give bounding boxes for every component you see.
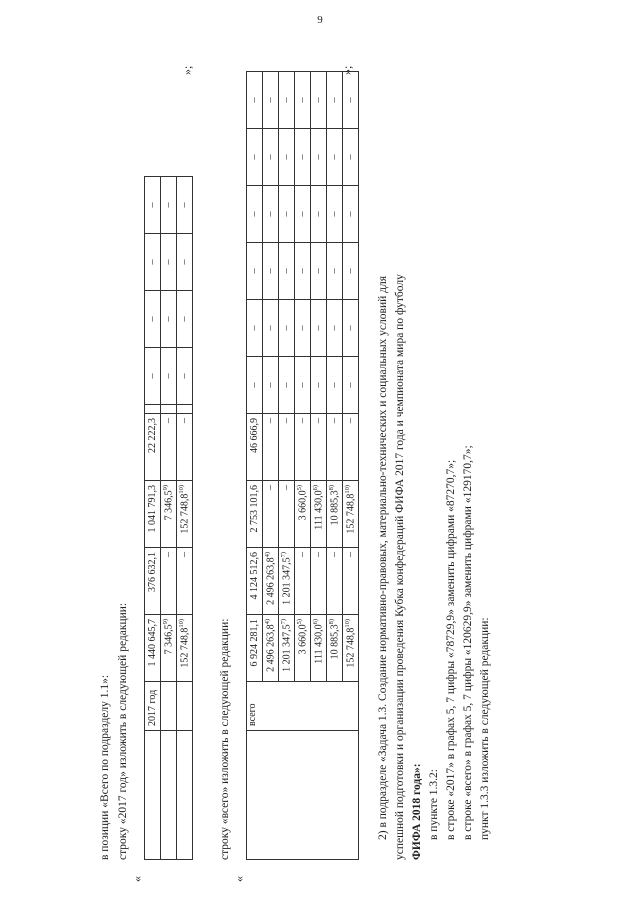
table-cell (327, 357, 343, 414)
cell-value: – (313, 325, 324, 331)
cell-value: – (313, 268, 324, 274)
table-row (247, 72, 263, 860)
paragraph-6: в строке «всего» в графах 5, 7 цифры «120629,9» заменить цифрами «129170,7»; (462, 445, 474, 840)
cell-value: – (281, 211, 292, 217)
cell-value: 7 346,5 (163, 490, 175, 521)
table-cell (263, 186, 279, 243)
table-cell (247, 548, 263, 615)
table-cell (311, 300, 327, 357)
cell-value: – (297, 382, 308, 388)
table1-open-quote: « (130, 876, 144, 882)
cell-value: 1 440 645,7 (147, 619, 158, 667)
cell-value: – (281, 418, 292, 423)
table-2017 (144, 176, 193, 860)
cell-value: – (329, 268, 340, 274)
cell-value: – (297, 552, 308, 557)
cell-value: – (147, 373, 158, 379)
table-cell (247, 357, 263, 414)
cell-value: – (345, 97, 356, 103)
table-cell (311, 357, 327, 414)
table-cell (343, 548, 359, 615)
cell-value: 111 430,0 (313, 624, 325, 664)
table-cell (161, 177, 177, 234)
paragraph-5: в строке «2017» в графах 5, 7 цифры «78729,9» заменить цифрами «87270,7»; (445, 459, 457, 840)
footnote-mark: 9) (162, 619, 170, 625)
cell-value: – (163, 259, 174, 265)
cell-value: 4 124 512,6 (249, 552, 260, 600)
cell-value: – (249, 325, 260, 331)
cell-value: – (329, 552, 340, 557)
table-cell (161, 731, 177, 860)
cell-value: – (313, 382, 324, 388)
cell-value: – (313, 211, 324, 217)
rotated-page-content (90, 40, 640, 882)
table-cell (145, 731, 161, 860)
table2-open-quote: « (232, 876, 246, 882)
table-cell (295, 414, 311, 481)
paragraph-4: в пункте 1.3.2: (428, 769, 440, 840)
table-cell (311, 186, 327, 243)
cell-value: – (313, 552, 324, 557)
cell-value: 1 041 791,3 (147, 485, 158, 533)
cell-value: – (249, 382, 260, 388)
cell-value: – (249, 268, 260, 274)
table-cell (327, 243, 343, 300)
cell-value: – (265, 325, 276, 331)
cell-value: – (345, 268, 356, 274)
table-cell (263, 243, 279, 300)
table-cell (263, 548, 279, 615)
table-cell (295, 357, 311, 414)
table-cell (247, 481, 263, 548)
table-cell (311, 243, 327, 300)
table-cell (177, 481, 193, 548)
cell-value: 152 748,8 (179, 493, 191, 534)
cell-value: – (265, 97, 276, 103)
table-cell (295, 548, 311, 615)
footnote-mark: 8) (328, 485, 336, 491)
cell-value: – (163, 202, 174, 208)
cell-value: 2 753 101,6 (249, 485, 260, 533)
table-cell (311, 615, 327, 682)
table-cell (295, 243, 311, 300)
table-cell (145, 405, 161, 414)
cell-value: – (265, 154, 276, 160)
table-cell (145, 481, 161, 548)
cell-value: – (179, 259, 190, 265)
cell-value: – (345, 211, 356, 217)
intro-line-1: в позиции «Всего по подразделу 1.1»: (99, 674, 111, 860)
footnote-mark: 10) (178, 485, 186, 494)
table-cell (161, 548, 177, 615)
footnote-mark: 5) (296, 485, 304, 491)
cell-value: – (313, 418, 324, 423)
table-cell (177, 615, 193, 682)
footnote-mark: 10) (178, 619, 186, 628)
cell-value: – (163, 316, 174, 322)
table-cell (343, 129, 359, 186)
table-cell (247, 414, 263, 481)
table-cell (279, 357, 295, 414)
cell-value: – (249, 211, 260, 217)
table-cell (145, 177, 161, 234)
table-cell (247, 129, 263, 186)
table-cell (161, 234, 177, 291)
table-cell (177, 234, 193, 291)
cell-value: 152 748,8 (345, 627, 357, 668)
table-cell (279, 615, 295, 682)
table-cell (177, 682, 193, 731)
footnote-mark: 8) (328, 619, 336, 625)
cell-value: – (163, 418, 174, 423)
table-cell (279, 186, 295, 243)
cell-value: – (297, 418, 308, 423)
cell-value: 1 201 347,5 (281, 557, 293, 605)
paragraph-3: ФИФА 2018 года»: (411, 763, 423, 860)
mid-line-1: строку «всего» изложить в следующей редакции: (219, 618, 231, 860)
cell-value: – (313, 97, 324, 103)
table-cell (279, 129, 295, 186)
cell-value: – (297, 211, 308, 217)
row-label: всего (247, 703, 258, 726)
cell-value: – (147, 316, 158, 322)
table-cell (311, 548, 327, 615)
table-cell (279, 414, 295, 481)
table-cell (279, 300, 295, 357)
table-cell (161, 291, 177, 348)
cell-value: – (297, 97, 308, 103)
table-cell (145, 548, 161, 615)
cell-value: – (329, 154, 340, 160)
cell-value: – (265, 382, 276, 388)
footnote-mark: 7) (280, 619, 288, 625)
table-cell (177, 177, 193, 234)
cell-value: – (297, 325, 308, 331)
footnote-mark: 6) (312, 485, 320, 491)
table-cell (295, 72, 311, 129)
cell-value: 152 748,8 (179, 627, 191, 668)
cell-value: – (147, 202, 158, 208)
table-cell (327, 300, 343, 357)
cell-value: – (265, 485, 276, 490)
table-cell (295, 300, 311, 357)
cell-value: – (179, 552, 190, 557)
table-cell (311, 481, 327, 548)
cell-value: – (265, 268, 276, 274)
cell-value: – (281, 154, 292, 160)
cell-value: – (179, 202, 190, 208)
footnote-mark: 9) (162, 485, 170, 491)
cell-value: 3 660,0 (297, 624, 309, 655)
table-cell (177, 405, 193, 414)
cell-value: – (329, 211, 340, 217)
cell-value: – (329, 325, 340, 331)
table-cell (343, 186, 359, 243)
table-cell (311, 129, 327, 186)
cell-value: – (179, 418, 190, 423)
cell-value: – (297, 268, 308, 274)
table-cell (263, 72, 279, 129)
cell-value: 376 632,1 (147, 552, 158, 592)
cell-value: – (147, 259, 158, 265)
table-cell (145, 414, 161, 481)
table-cell (343, 414, 359, 481)
cell-value: – (265, 211, 276, 217)
table-cell-empty (247, 731, 359, 860)
footnote-mark: 10) (344, 485, 352, 494)
cell-value: – (329, 97, 340, 103)
footnote-mark: 10) (344, 619, 352, 628)
cell-value: – (281, 268, 292, 274)
table-cell (145, 348, 161, 405)
table-cell (263, 615, 279, 682)
cell-value: – (265, 418, 276, 423)
cell-value: – (281, 382, 292, 388)
cell-value: – (345, 552, 356, 557)
table-cell (343, 72, 359, 129)
cell-value: – (345, 325, 356, 331)
table-cell (263, 357, 279, 414)
footnote-mark: 5) (296, 619, 304, 625)
table-cell (327, 72, 343, 129)
cell-value: – (297, 154, 308, 160)
table-cell (247, 72, 263, 129)
table-cell (295, 129, 311, 186)
table-cell (263, 129, 279, 186)
table2-close-quote: »; (340, 65, 354, 75)
table-cell (327, 129, 343, 186)
cell-value: 7 346,5 (163, 624, 175, 655)
table-cell (295, 615, 311, 682)
table-cell (311, 414, 327, 481)
cell-value: – (345, 154, 356, 160)
cell-value: – (249, 154, 260, 160)
table-cell (177, 348, 193, 405)
table-row (145, 177, 161, 860)
cell-value: – (179, 316, 190, 322)
cell-value: – (281, 97, 292, 103)
cell-value: – (163, 373, 174, 379)
cell-value: 46 666,9 (249, 418, 260, 453)
cell-value: – (281, 485, 292, 490)
table-cell (279, 72, 295, 129)
table-cell (145, 615, 161, 682)
table-cell (247, 615, 263, 682)
cell-value: 3 660,0 (297, 490, 309, 521)
table-cell (177, 548, 193, 615)
cell-value: – (313, 154, 324, 160)
cell-value: – (345, 418, 356, 423)
table-cell (177, 414, 193, 481)
cell-value: 2017 год (147, 689, 158, 726)
table-cell (327, 481, 343, 548)
table-cell (145, 682, 161, 731)
footnote-mark: 7) (280, 552, 288, 558)
table-cell (145, 291, 161, 348)
table-vsego (246, 71, 359, 860)
table-cell (161, 481, 177, 548)
cell-value: 22 222,3 (147, 418, 158, 453)
cell-value: 10 885,3 (329, 624, 341, 660)
table-cell (145, 234, 161, 291)
table-cell (343, 243, 359, 300)
intro-line-2: строку «2017 год» изложить в следующей редакции: (117, 602, 129, 860)
cell-value: 2 496 263,8 (265, 624, 277, 672)
table-cell (279, 481, 295, 548)
paragraph-2: успешной подготовки и организации проведения Кубка конфедераций ФИФА 2017 года и чемпионата мира по футболу (394, 274, 406, 860)
table-row (177, 177, 193, 860)
page-number: 9 (317, 14, 323, 26)
cell-value: 10 885,3 (329, 490, 341, 526)
cell-value: – (281, 325, 292, 331)
cell-value: – (329, 382, 340, 388)
table-cell (295, 481, 311, 548)
cell-value: – (345, 382, 356, 388)
table-cell (327, 615, 343, 682)
table-cell (343, 300, 359, 357)
paragraph-1: 2) в подразделе «Задача 1.3. Создание нормативно-правовых, материально-технических и социальных условий для (377, 275, 389, 840)
table-cell (161, 682, 177, 731)
cell-value: 6 924 281,1 (249, 619, 260, 667)
table-cell (263, 481, 279, 548)
table-cell (247, 243, 263, 300)
table-cell (161, 414, 177, 481)
table-cell (327, 186, 343, 243)
cell-value: 111 430,0 (313, 490, 325, 530)
table-cell (343, 481, 359, 548)
cell-value: – (163, 552, 174, 557)
table-row (161, 177, 177, 860)
paragraph-7: пункт 1.3.3 изложить в следующей редакции: (479, 617, 491, 840)
cell-value: – (179, 373, 190, 379)
table-cell (311, 72, 327, 129)
table-cell (327, 548, 343, 615)
table1-close-quote: »; (180, 65, 194, 75)
table-cell (279, 243, 295, 300)
cell-value: 152 748,8 (345, 493, 357, 534)
table-cell (343, 357, 359, 414)
cell-value: – (249, 97, 260, 103)
footnote-mark: 6) (312, 619, 320, 625)
table-cell (247, 300, 263, 357)
table-cell (161, 405, 177, 414)
table-cell (327, 414, 343, 481)
cell-value: 1 201 347,5 (281, 624, 293, 672)
table-cell (177, 731, 193, 860)
table-cell (161, 348, 177, 405)
cell-value: 2 496 263,8 (265, 557, 277, 605)
row-label-cell (247, 682, 359, 731)
footnote-mark: 4) (264, 552, 272, 558)
table-cell (295, 186, 311, 243)
cell-value: – (329, 418, 340, 423)
table-cell (247, 186, 263, 243)
table-cell (263, 300, 279, 357)
table-cell (279, 548, 295, 615)
table-cell (161, 615, 177, 682)
table-cell (343, 615, 359, 682)
table-cell (263, 414, 279, 481)
table-cell (177, 291, 193, 348)
footnote-mark: 4) (264, 619, 272, 625)
